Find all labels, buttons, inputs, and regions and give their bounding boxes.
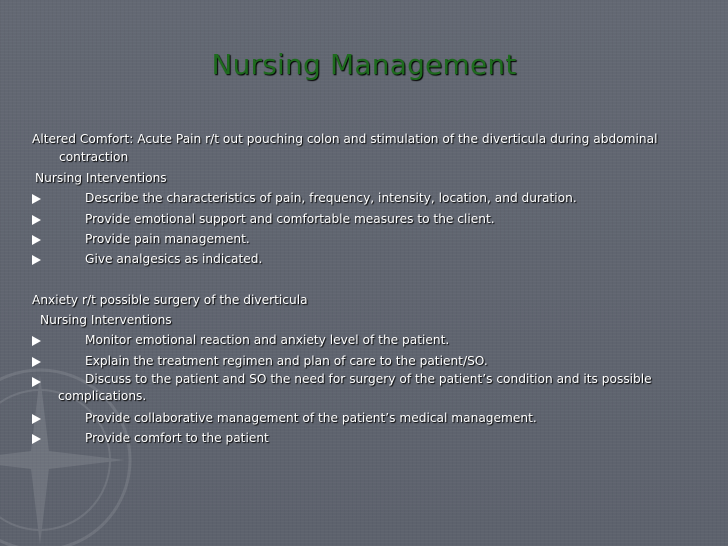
list-item: [32, 428, 712, 448]
list-item: [32, 249, 712, 269]
list-item-text: Provide emotional support and comfortable measures to the client.: [85, 211, 495, 226]
list-item: [32, 229, 712, 249]
section1-heading-line2: contraction: [59, 150, 129, 164]
arrow-bullet-icon: [32, 377, 41, 387]
arrow-bullet-icon: [32, 235, 41, 245]
list-item-text: Give analgesics as indicated.: [85, 252, 263, 267]
list-item-text: Explain the treatment regimen and plan of care to the patient/SO.: [85, 353, 488, 368]
slide-title: Nursing Management: [211, 48, 517, 81]
section1-heading-line1: Altered Comfort: Acute Pain r/t out pouching colon and stimulation of the diverticula during abdominal: [32, 132, 658, 146]
section2-subheading: Nursing Interventions: [40, 313, 172, 328]
arrow-bullet-icon: [32, 414, 41, 424]
section1-heading: [32, 130, 712, 166]
list-item-text-continued: complications.: [58, 388, 147, 403]
section1-subheading: Nursing Interventions: [35, 171, 167, 185]
list-item: [32, 209, 712, 229]
arrow-bullet-icon: [32, 357, 41, 367]
list-item: [32, 330, 712, 350]
arrow-bullet-icon: [32, 194, 41, 204]
list-item: [32, 188, 712, 208]
list-item: [32, 408, 712, 428]
list-item-text: Monitor emotional reaction and anxiety level of the patient.: [85, 333, 450, 348]
arrow-bullet-icon: [32, 434, 41, 444]
spacer: [32, 269, 712, 289]
arrow-bullet-icon: [32, 215, 41, 225]
list-item-text: Discuss to the patient and SO the need for surgery of the patient’s condition and its possible: [85, 371, 652, 386]
list-item-text: Provide collaborative management of the patient’s medical management.: [85, 410, 537, 425]
section2-heading: Anxiety r/t possible surgery of the diverticula: [32, 292, 308, 307]
list-item-text: Provide comfort to the patient: [85, 431, 269, 446]
list-item: [32, 351, 712, 371]
list-item-text: Describe the characteristics of pain, frequency, intensity, location, and duration.: [85, 191, 577, 206]
arrow-bullet-icon: [32, 255, 41, 265]
arrow-bullet-icon: [32, 336, 41, 346]
slide-body: [32, 130, 712, 449]
list-item-text: Provide pain management.: [85, 231, 250, 246]
list-item: [32, 371, 712, 405]
